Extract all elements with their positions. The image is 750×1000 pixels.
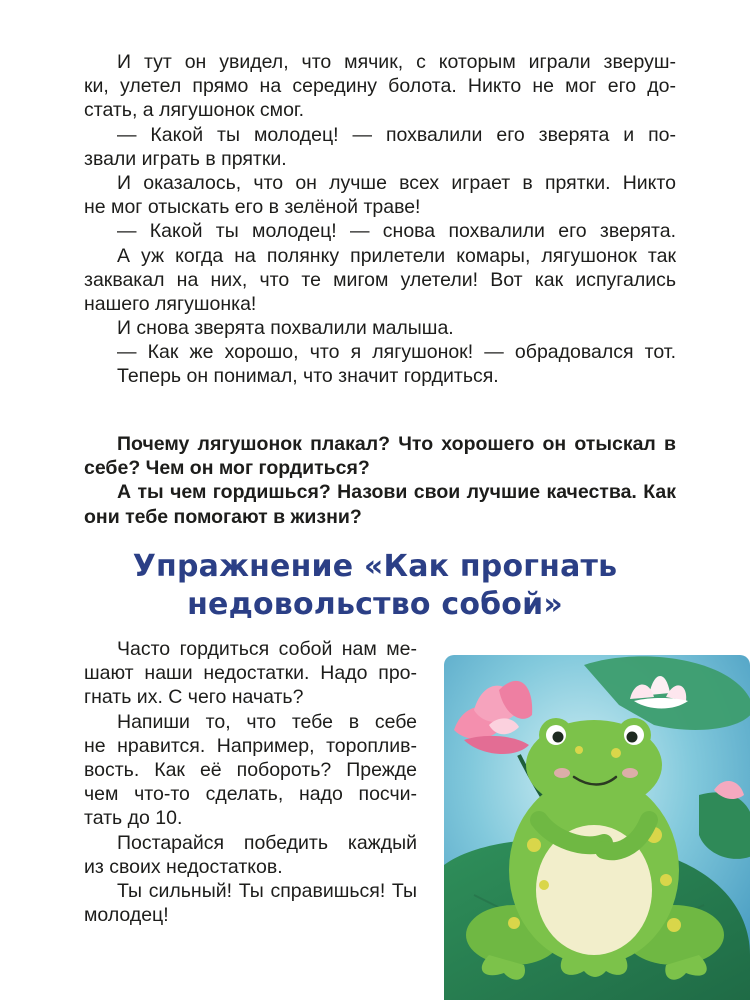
discussion-questions xyxy=(84,432,676,529)
exercise-line: тать до 10. xyxy=(84,807,183,830)
paragraph-line: И оказалось, что он лучше всех играет в прятки. Никто xyxy=(117,171,676,194)
exercise-line: Часто гордиться собой нам ме- xyxy=(117,638,417,660)
paragraph-line: — Какой ты молодец! — снова похвалили его зверята. xyxy=(117,220,676,243)
exercise-line: Напиши то, что тебе в себе xyxy=(117,710,417,733)
frog-illustration xyxy=(444,655,750,1000)
paragraph-line: не мог отыскать его в зелёной траве! xyxy=(84,196,421,219)
question-line: себе? Чем он мог гордиться? xyxy=(84,457,370,480)
paragraph-line: стать, а лягушонок смог. xyxy=(84,99,305,122)
exercise-line: из своих недостатков. xyxy=(84,855,283,878)
exercise-line: чем что-то сделать, надо посчи- xyxy=(84,783,417,806)
paragraph-line: ки, улетел прямо на середину болота. Никто не мог его до- xyxy=(84,75,676,98)
question-line: они тебе помогают в жизни? xyxy=(84,505,362,528)
exercise-text xyxy=(84,637,417,927)
paragraph-line: — Как же хорошо, что я лягушонок! — обрадовался тот. xyxy=(117,341,676,364)
exercise-line: молодец! xyxy=(84,904,169,927)
question-line: А ты чем гордишься? Назови свои лучшие качества. Как xyxy=(117,481,676,504)
exercise-line: гнать их. С чего начать? xyxy=(84,686,304,709)
paragraph-line: заквакал на них, что те мигом улетели! Вот как испугались xyxy=(84,268,676,291)
paragraph-line: звали играть в прятки. xyxy=(84,147,287,170)
paragraph-line: И снова зверята похвалили малыша. xyxy=(117,317,454,340)
paragraph-line: А уж когда на полянку прилетели комары, лягушонок так xyxy=(117,244,676,267)
paragraph-line: Теперь он понимал, что значит гордиться. xyxy=(117,365,499,388)
exercise-line: шают наши недостатки. Надо про- xyxy=(84,662,417,685)
exercise-line: вость. Как её побороть? Прежде xyxy=(84,758,417,781)
frog-on-lily-pad-image xyxy=(444,655,750,1000)
exercise-title xyxy=(0,548,750,624)
exercise-title-line-1: Упражнение «Как прогнать xyxy=(132,549,618,584)
story-text xyxy=(84,50,676,389)
paragraph-line: нашего лягушонка! xyxy=(84,292,257,315)
paragraph-line: — Какой ты молодец! — похвалили его зверята и по- xyxy=(117,123,676,146)
exercise-line: не нравится. Например, тороплив- xyxy=(84,734,417,757)
exercise-line: Постарайся победить каждый xyxy=(117,831,417,854)
paragraph-line: И тут он увидел, что мячик, с которым играли зверуш- xyxy=(117,51,676,73)
question-line: Почему лягушонок плакал? Что хорошего он отыскал в xyxy=(117,433,676,455)
exercise-title-line-2: недовольство собой» xyxy=(187,587,563,622)
exercise-line: Ты сильный! Ты справишься! Ты xyxy=(117,879,417,902)
